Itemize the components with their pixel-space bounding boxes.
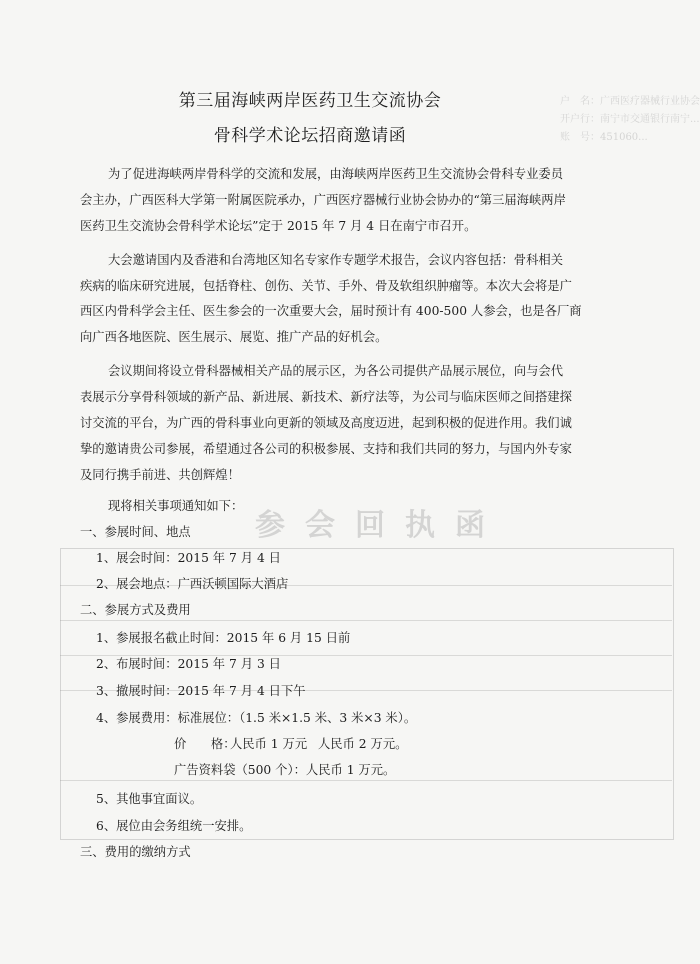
paragraph-2-line: 西区内骨科学会主任、医生参会的一次重要大会，届时预计有 400-500 人参会，也是各厂商 <box>80 304 582 318</box>
paragraph-1-line: 为了促进海峡两岸骨科学的交流和发展，由海峡两岸医药卫生交流协会骨科专业委员 <box>108 167 563 181</box>
section-1-heading: 一、参展时间、地点 <box>80 525 191 539</box>
notice-intro: 现将相关事项通知如下： <box>108 499 244 513</box>
bleed-through-row <box>60 620 672 621</box>
section-1-item: 2、展会地点：广西沃顿国际大酒店 <box>96 577 289 591</box>
paragraph-3-line: 讨交流的平台，为广西的骨科事业向更新的领域及高度迈进，起到积极的促进作用。我们诚 <box>80 416 572 430</box>
section-2-heading: 二、参展方式及费用 <box>80 603 191 617</box>
section-2-item: 4、参展费用：标准展位：（1.5 米×1.5 米、3 米×3 米）。 <box>96 711 417 725</box>
paragraph-1-line: 医药卫生交流协会骨科学术论坛”定于 2015 年 7 月 4 日在南宁市召开。 <box>80 219 477 233</box>
bleed-through-line: 账 号：451060... <box>560 132 648 143</box>
section-3-heading: 三、费用的缴纳方式 <box>80 845 191 859</box>
bleed-through-line: 开户行：南宁市交通银行南宁... <box>560 114 700 125</box>
price-label: 价 格： <box>174 737 236 751</box>
section-2-item: 1、参展报名截止时间：2015 年 6 月 15 日前 <box>96 631 351 645</box>
price-small-booth: 人民币 1 万元 <box>230 737 308 751</box>
paragraph-3-line: 挚的邀请贵公司参展，希望通过各公司的积极参展、支持和我们共同的努力，与国内外专家 <box>80 442 572 456</box>
section-2-item: 5、其他事宜面议。 <box>96 792 203 806</box>
paragraph-3-line: 会议期间将设立骨科器械相关产品的展示区，为各公司提供产品展示展位，向与会代 <box>108 364 563 378</box>
bleed-through-title: 参会回执函 <box>255 508 505 543</box>
section-1-item: 1、展会时间：2015 年 7 月 4 日 <box>96 551 281 565</box>
price-large-booth: 人民币 2 万元。 <box>318 737 408 751</box>
section-2-item: 3、撤展时间：2015 年 7 月 4 日下午 <box>96 684 306 698</box>
paragraph-2-line: 大会邀请国内及香港和台湾地区知名专家作专题学术报告，会议内容包括：骨科相关 <box>108 253 563 267</box>
paragraph-1-line: 会主办，广西医科大学第一附属医院承办，广西医疗器械行业协会协办的“第三届海峡两岸 <box>80 193 566 207</box>
paragraph-3-line: 表展示分享骨科领域的新产品、新进展、新技术、新疗法等，为公司与临床医师之间搭建探 <box>80 390 572 404</box>
paragraph-2-line: 向广西各地医院、医生展示、展览、推广产品的好机会。 <box>80 330 388 344</box>
ad-bag-price: 广告资料袋（500 个）：人民币 1 万元。 <box>174 763 396 777</box>
title-line-2: 骨科学术论坛招商邀请函 <box>213 126 407 146</box>
section-2-item: 2、布展时间：2015 年 7 月 3 日 <box>96 657 281 671</box>
paragraph-3-line: 及同行携手前进、共创辉煌！ <box>80 468 240 482</box>
bleed-through-line: 户 名：广西医疗器械行业协会 <box>560 96 700 107</box>
section-2-item: 6、展位由会务组统一安排。 <box>96 819 252 833</box>
bleed-through-row <box>60 780 672 781</box>
title-line-1: 第三届海峡两岸医药卫生交流协会 <box>178 91 442 111</box>
paragraph-2-line: 疾病的临床研究进展，包括脊柱、创伤、关节、手外、骨及软组织肿瘤等。本次大会将是广 <box>80 279 572 293</box>
